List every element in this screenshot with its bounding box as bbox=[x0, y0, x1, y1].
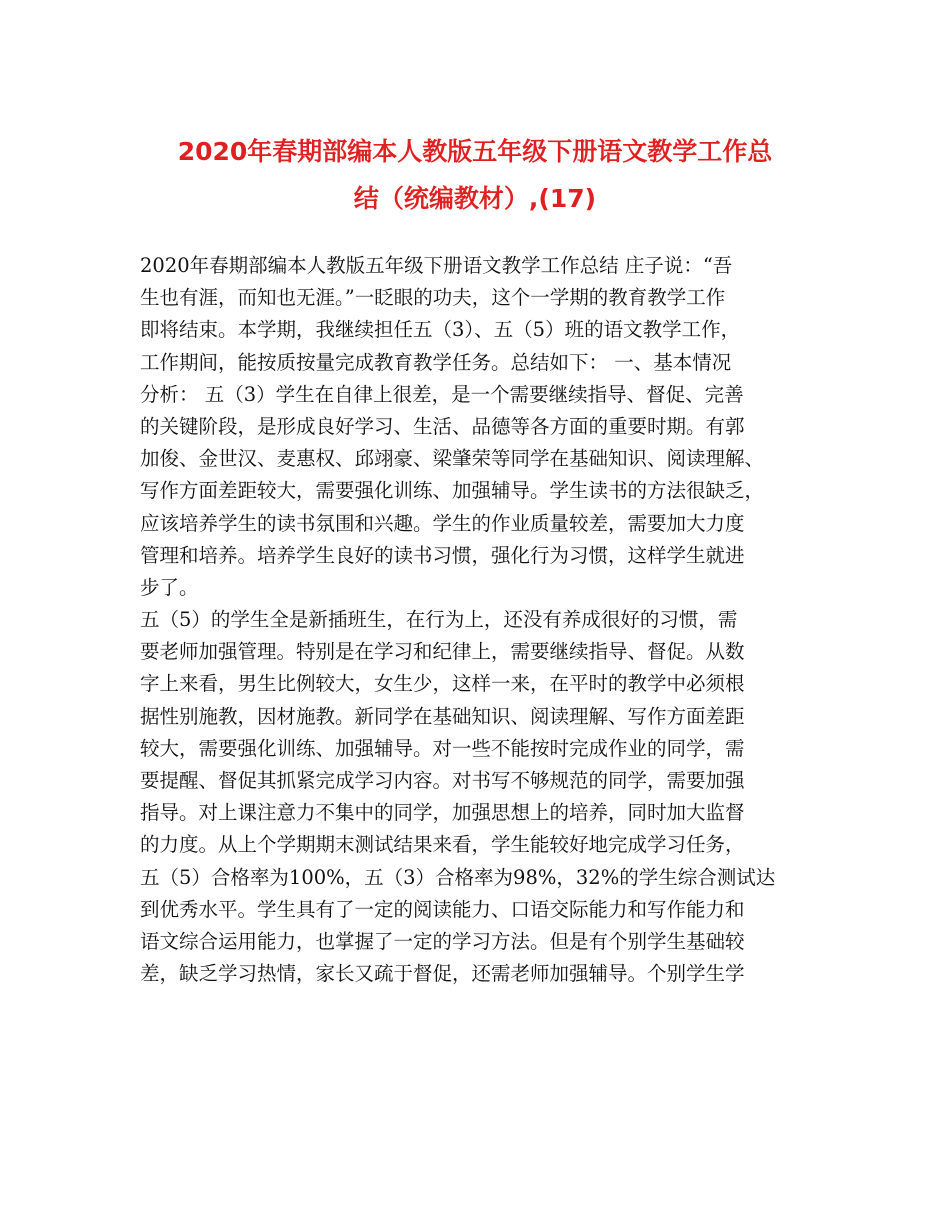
body-line: 五（5）合格率为100%，五（3）合格率为98%，32%的学生综合测试达 bbox=[140, 865, 776, 889]
body-line: 管理和培养。培养学生良好的读书习惯，强化行为习惯，这样学生就进 bbox=[140, 543, 745, 567]
body-line: 字上来看，男生比例较大，女生少，这样一来，在平时的教学中必须根 bbox=[140, 672, 745, 696]
body-line: 据性别施教，因材施教。新同学在基础知识、阅读理解、写作方面差距 bbox=[140, 704, 745, 728]
body-line: 即将结束。本学期，我继续担任五（3）、五（5）班的语文教学工作， bbox=[140, 318, 741, 342]
body-line: 步了。 bbox=[140, 575, 199, 599]
title-line: 2020年春期部编本人教版五年级下册语文教学工作总 bbox=[177, 137, 773, 166]
body-line: 五（5）的学生全是新插班生，在行为上，还没有养成很好的习惯，需 bbox=[140, 608, 738, 632]
body-line: 写作方面差距较大，需要强化训练、加强辅导。学生读书的方法很缺乏， bbox=[140, 479, 765, 503]
body-line: 要提醒、督促其抓紧完成学习内容。对书写不够规范的同学，需要加强 bbox=[140, 769, 745, 792]
body-line: 较大，需要强化训练、加强辅导。对一些不能按时完成作业的同学，需 bbox=[140, 736, 745, 760]
body-line: 应该培养学生的读书氛围和兴趣。学生的作业质量较差，需要加大力度 bbox=[140, 511, 745, 535]
body-line: 的关键阶段，是形成良好学习、生活、品德等各方面的重要时期。有郭 bbox=[140, 414, 745, 438]
document-body bbox=[140, 250, 830, 990]
body-line: 分析： 五（3）学生在自律上很差，是一个需要继续指导、督促、完善 bbox=[140, 382, 744, 406]
body-line: 生也有涯，而知也无涯。”一眨眼的功夫，这个一学期的教育教学工作 bbox=[140, 286, 726, 310]
body-line: 2020年春期部编本人教版五年级下册语文教学工作总结 庄子说：“吾 bbox=[140, 254, 733, 277]
document-title bbox=[140, 128, 810, 222]
body-line: 的力度。从上个学期期末测试结果来看，学生能较好地完成学习任务， bbox=[140, 833, 745, 857]
body-line: 到优秀水平。学生具有了一定的阅读能力、口语交际能力和写作能力和 bbox=[140, 897, 745, 921]
body-line: 指导。对上课注意力不集中的同学，加强思想上的培养，同时加大监督 bbox=[140, 801, 745, 825]
body-line: 工作期间，能按质按量完成教育教学任务。总结如下： 一、基本情况 bbox=[140, 350, 732, 374]
body-line: 要老师加强管理。特别是在学习和纪律上，需要继续指导、督促。从数 bbox=[140, 640, 745, 664]
title-line: 结（统编教材）,(17) bbox=[353, 184, 597, 213]
body-line: 差，缺乏学习热情，家长又疏于督促，还需老师加强辅导。个别学生学 bbox=[140, 962, 745, 986]
body-line: 加俊、金世汉、麦惠权、邱翊豪、梁肇荣等同学在基础知识、阅读理解、 bbox=[140, 447, 765, 471]
body-line: 语文综合运用能力，也掌握了一定的学习方法。但是有个别学生基础较 bbox=[140, 929, 745, 953]
